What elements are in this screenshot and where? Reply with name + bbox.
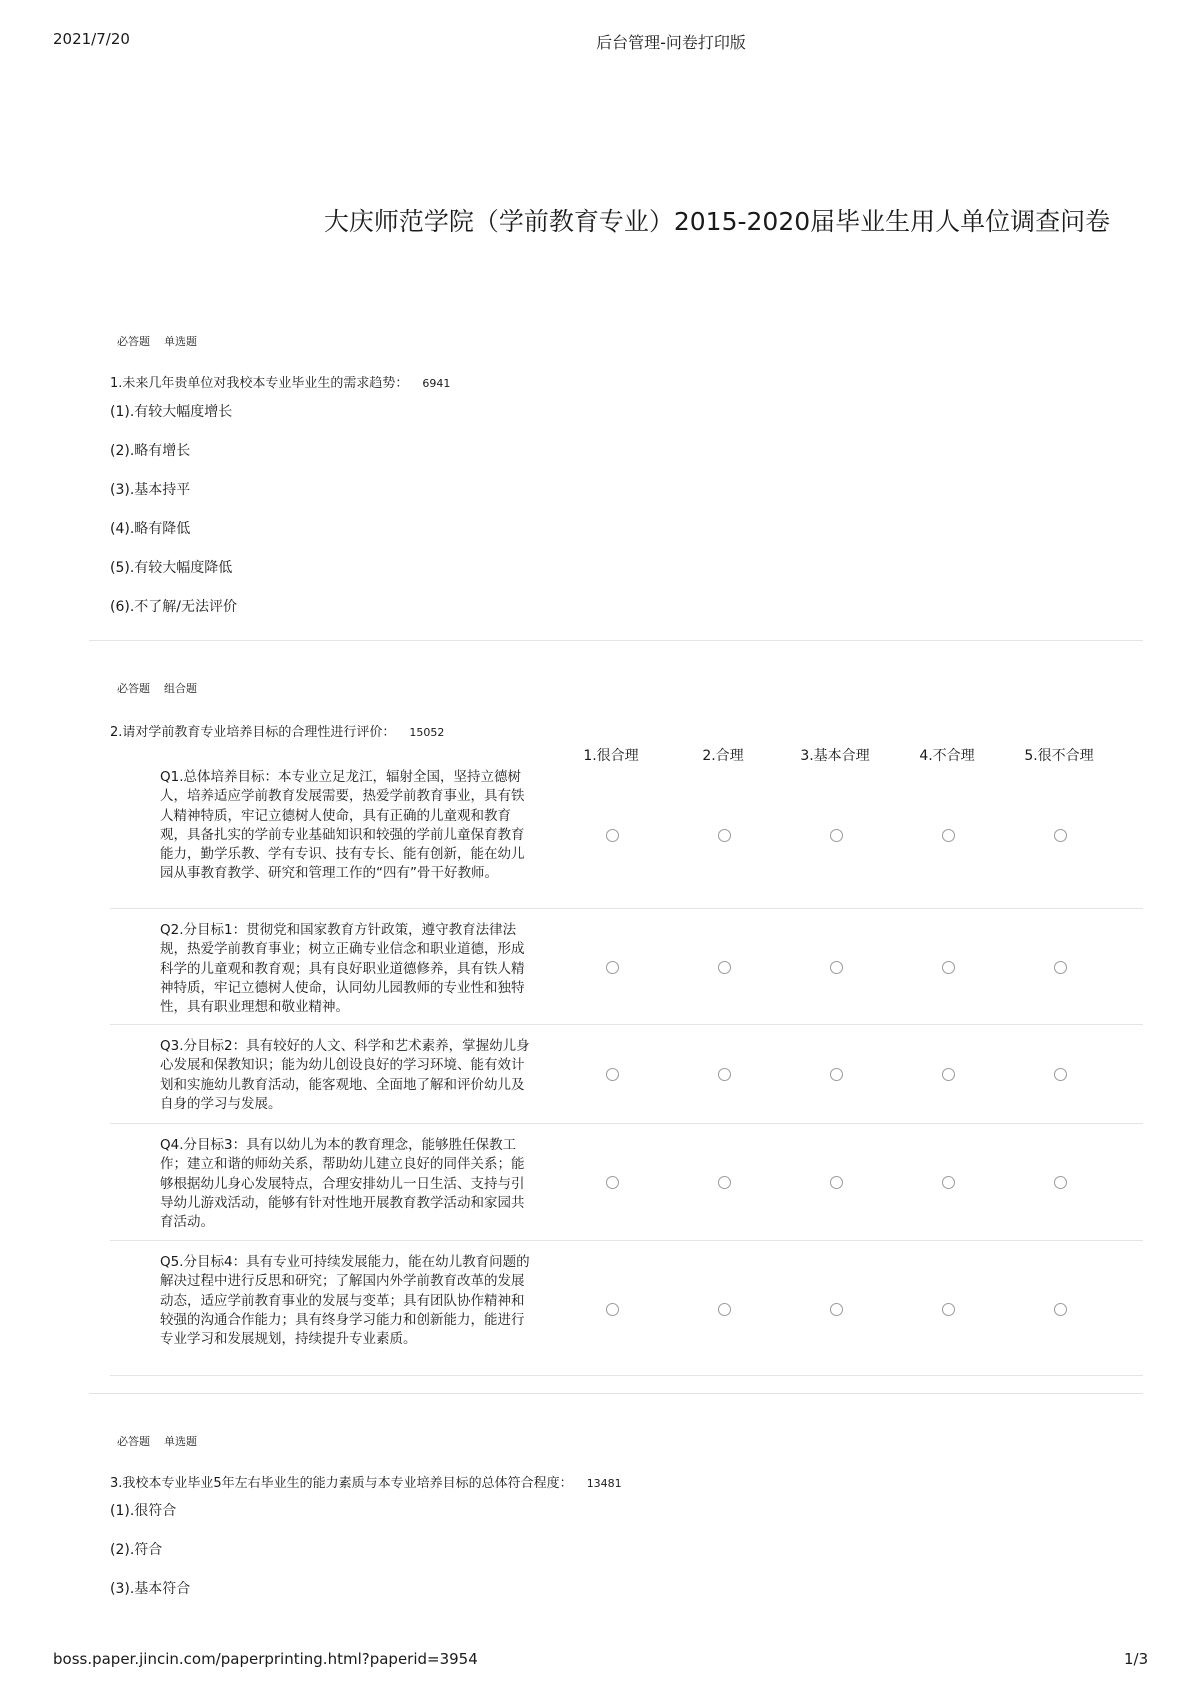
- rating-column-header: 5.很不合理: [1024, 748, 1094, 764]
- radio-button[interactable]: [830, 1303, 843, 1316]
- radio-button[interactable]: [942, 829, 955, 842]
- radio-button[interactable]: [942, 1068, 955, 1081]
- question-3-text-line: [110, 1472, 622, 1491]
- question-1-text: 1.未来几年贵单位对我校本专业毕业生的需求趋势：: [110, 376, 409, 391]
- radio-button[interactable]: [718, 1176, 731, 1189]
- matrix-row: [110, 909, 1143, 1025]
- footer-page-number: 1/3: [1124, 1650, 1149, 1668]
- question-2-count: 15052: [409, 726, 445, 739]
- radio-button[interactable]: [1054, 829, 1067, 842]
- radio-button[interactable]: [942, 1176, 955, 1189]
- matrix-row: [110, 1025, 1143, 1124]
- rating-column-header: 2.合理: [702, 748, 744, 764]
- question-3-count: 13481: [586, 1477, 622, 1490]
- radio-button[interactable]: [606, 1303, 619, 1316]
- question-1-text-line: [110, 372, 450, 391]
- radio-button[interactable]: [718, 961, 731, 974]
- matrix-row: [110, 1241, 1143, 1376]
- rating-column-header: 3.基本合理: [800, 748, 870, 764]
- matrix-row: [110, 1124, 1143, 1241]
- radio-button[interactable]: [606, 961, 619, 974]
- q1-option[interactable]: (6).不了解/无法评价: [110, 599, 237, 615]
- question-1-count: 6941: [422, 377, 451, 390]
- question-type-tag: 单选题: [164, 335, 197, 348]
- radio-button[interactable]: [606, 1068, 619, 1081]
- matrix-row-label: Q5.分目标4：具有专业可持续发展能力，能在幼儿教育问题的解决过程中进行反思和研究；了解国内外学前教育改革的发展动态，适应学前教育事业的发展与变革；具有团队协作精神和较强的沟通合作能力；具有终身学习能力和创新能力，能进行专业学习和发展规划，持续提升专业素质。: [160, 1254, 530, 1348]
- radio-button[interactable]: [830, 1068, 843, 1081]
- radio-button[interactable]: [718, 829, 731, 842]
- footer-url: boss.paper.jincin.com/paperprinting.html?paperid=3954: [53, 1650, 478, 1668]
- q1-option[interactable]: (3).基本持平: [110, 482, 191, 498]
- question-1-tags: [117, 333, 211, 349]
- q3-option[interactable]: (2).符合: [110, 1542, 163, 1558]
- rating-column-header: 1.很合理: [583, 748, 639, 764]
- q1-option[interactable]: (1).有较大幅度增长: [110, 404, 233, 420]
- matrix-row-label: Q4.分目标3：具有以幼儿为本的教育理念，能够胜任保教工作；建立和谐的师幼关系，帮助幼儿建立良好的同伴关系；能够根据幼儿身心发展特点，合理安排幼儿一日生活、支持与引导幼儿游戏活动，能够有针对性地开展教育教学活动和家园共育活动。: [160, 1137, 525, 1231]
- radio-button[interactable]: [942, 1303, 955, 1316]
- required-tag: 必答题: [117, 335, 150, 348]
- survey-title: 大庆师范学院（学前教育专业）2015-2020届毕业生用人单位调查问卷: [323, 207, 1111, 236]
- required-tag: 必答题: [117, 1435, 150, 1448]
- radio-button[interactable]: [830, 961, 843, 974]
- print-date: 2021/7/20: [53, 30, 130, 48]
- question-2-text: 2.请对学前教育专业培养目标的合理性进行评价：: [110, 725, 396, 740]
- radio-button[interactable]: [1054, 1176, 1067, 1189]
- question-2-text-line: [110, 721, 444, 740]
- question-3-text: 3.我校本专业毕业5年左右毕业生的能力素质与本专业培养目标的总体符合程度：: [110, 1476, 573, 1491]
- section-divider: [89, 640, 1143, 641]
- q1-option[interactable]: (2).略有增长: [110, 443, 191, 459]
- matrix-row-label: Q3.分目标2：具有较好的人文、科学和艺术素养，掌握幼儿身心发展和保教知识；能为幼儿创设良好的学习环境、能有效计划和实施幼儿教育活动，能客观地、全面地了解和评价幼儿及自身的学习与发展。: [160, 1038, 530, 1112]
- section-divider: [89, 1393, 1143, 1394]
- radio-button[interactable]: [830, 829, 843, 842]
- q1-option[interactable]: (5).有较大幅度降低: [110, 560, 233, 576]
- radio-button[interactable]: [718, 1068, 731, 1081]
- required-tag: 必答题: [117, 682, 150, 695]
- matrix-row-label: Q1.总体培养目标：本专业立足龙江，辐射全国，坚持立德树人，培养适应学前教育发展需要，热爱学前教育事业，具有铁人精神特质，牢记立德树人使命，具有正确的儿童观和教育观，具备扎实的学前专业基础知识和较强的学前儿童保育教育能力，勤学乐教、学有专识、技有专长、能有创新，能在幼儿园从事教育教学、研究和管理工作的“四有”骨干好教师。: [160, 769, 525, 882]
- radio-button[interactable]: [1054, 1068, 1067, 1081]
- radio-button[interactable]: [1054, 1303, 1067, 1316]
- question-type-tag: 单选题: [164, 1435, 197, 1448]
- rating-matrix: [110, 756, 1143, 1376]
- radio-button[interactable]: [606, 829, 619, 842]
- matrix-row-label: Q2.分目标1：贯彻党和国家教育方针政策，遵守教育法律法规，热爱学前教育事业；树立正确专业信念和职业道德，形成科学的儿童观和教育观；具有良好职业道德修养，具有铁人精神特质，牢记立德树人使命，认同幼儿园教师的专业性和独特性，具有职业理想和敬业精神。: [160, 922, 525, 1016]
- rating-column-header: 4.不合理: [919, 748, 975, 764]
- matrix-row: [110, 756, 1143, 909]
- question-2-tags: [117, 680, 211, 696]
- radio-button[interactable]: [606, 1176, 619, 1189]
- question-3-tags: [117, 1433, 211, 1449]
- radio-button[interactable]: [718, 1303, 731, 1316]
- print-header-title: 后台管理-问卷打印版: [596, 33, 746, 52]
- radio-button[interactable]: [830, 1176, 843, 1189]
- radio-button[interactable]: [1054, 961, 1067, 974]
- radio-button[interactable]: [942, 961, 955, 974]
- q3-option[interactable]: (3).基本符合: [110, 1581, 191, 1597]
- q1-option[interactable]: (4).略有降低: [110, 521, 191, 537]
- question-type-tag: 组合题: [164, 682, 197, 695]
- q3-option[interactable]: (1).很符合: [110, 1503, 177, 1519]
